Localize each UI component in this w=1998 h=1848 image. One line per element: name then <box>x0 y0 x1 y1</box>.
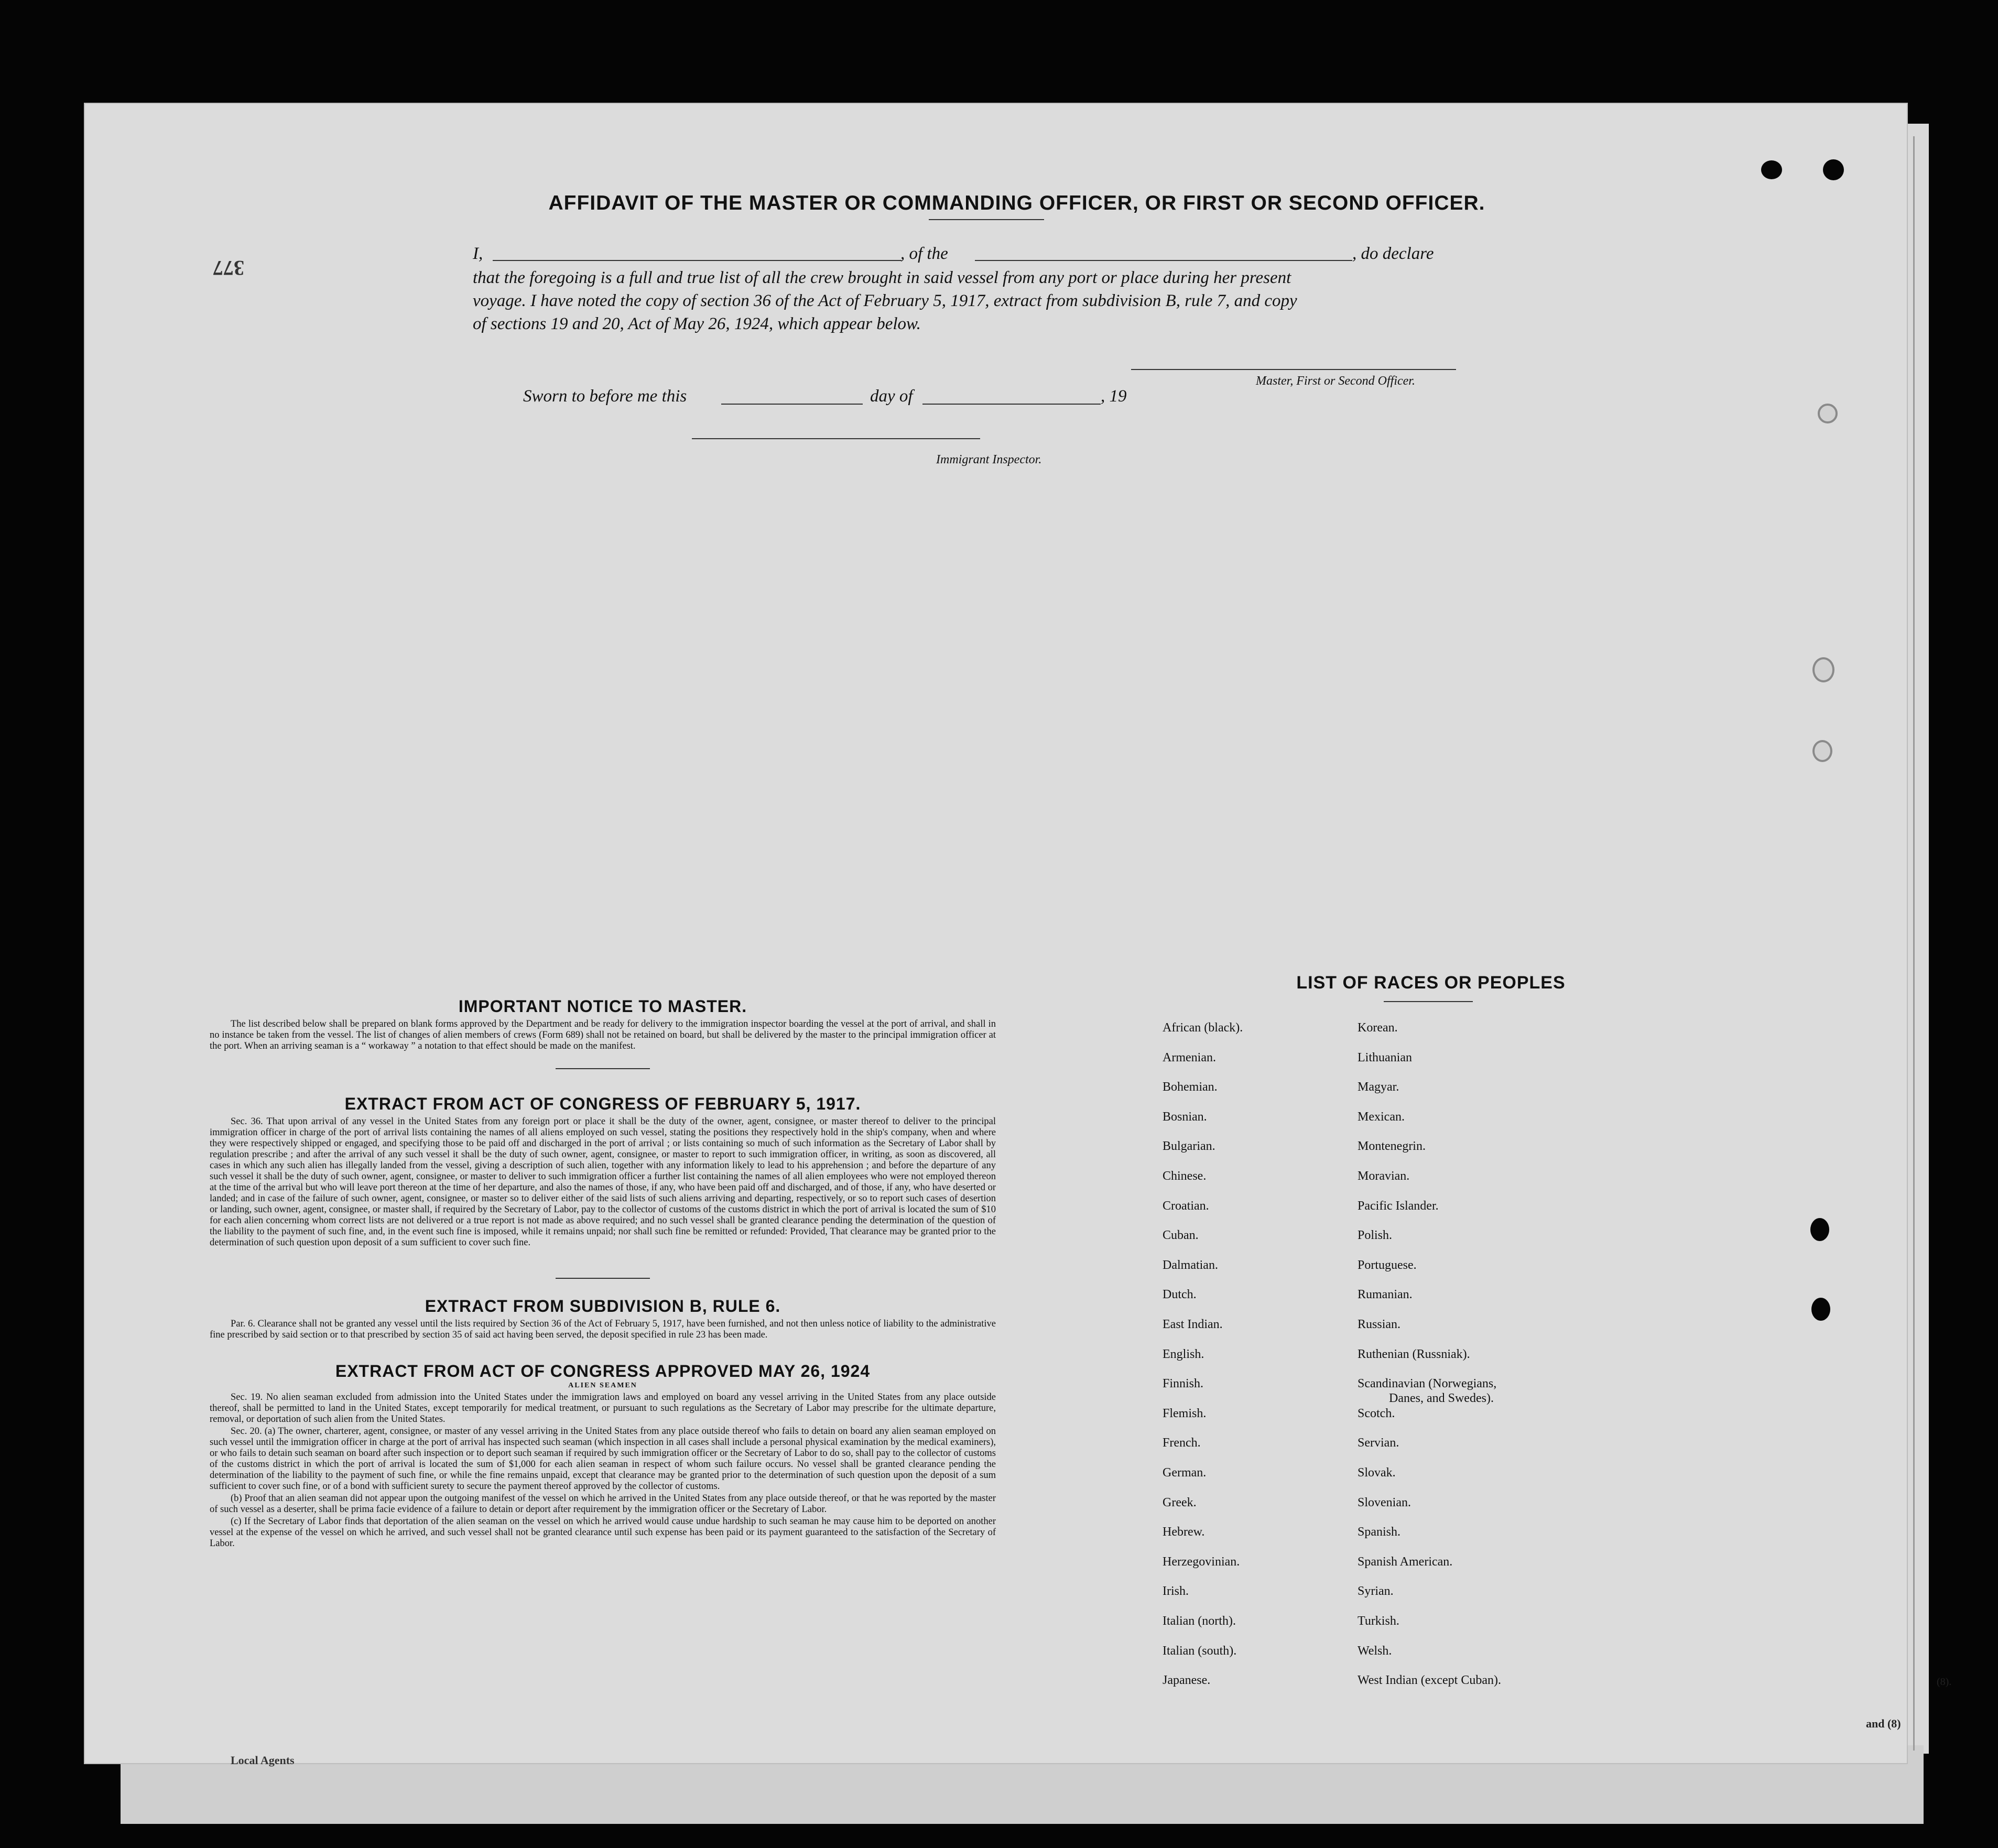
race-item: German. <box>1163 1466 1207 1480</box>
race-item: Russian. <box>1358 1318 1401 1331</box>
race-item: Japanese. <box>1163 1673 1211 1688</box>
sworn-month-blank <box>922 404 1101 405</box>
race-item: Korean. <box>1358 1021 1398 1035</box>
race-item: Dalmatian. <box>1163 1258 1218 1272</box>
race-item: Rumanian. <box>1358 1288 1413 1302</box>
race-item: Ruthenian (Russniak). <box>1358 1347 1470 1361</box>
race-item: Italian (south). <box>1163 1644 1237 1658</box>
race-item: Bosnian. <box>1163 1110 1207 1124</box>
section-divider <box>556 1068 650 1069</box>
section-divider <box>556 1278 650 1279</box>
races-title: LIST OF RACES OR PEOPLES <box>1296 973 1566 993</box>
notice-body <box>210 1019 996 1053</box>
race-item: Herzegovinian. <box>1163 1555 1240 1569</box>
race-item: Flemish. <box>1163 1406 1207 1420</box>
vessel-blank <box>975 260 1352 261</box>
affidavit-line3: voyage. I have noted the copy of section 36 of the Act of February 5, 1917, extract from subdivision B, rule 7, and copy <box>473 291 1297 310</box>
form-sheet <box>84 103 1952 1767</box>
sec-20a-paragraph: Sec. 20. (a) The owner, charterer, agent, consignee, or master of any vessel arriving in the United States from any place outside thereof who fails to detain on board any alien seaman employed on such vessel until the immigration officer in charge at the port of arrival has inspected such seaman (which inspection in all cases shall include a personal physical examination by the medical examiners), or who fails to detain such seaman on board after such inspection or to deport such seaman if required by such immigration officer or the Secretary of Labor to do so, shall pay to the collector of customs of the customs district in which the port of arrival is located the sum of $1,000 for each alien seaman in respect of whom such failure occurs. No vessel shall be granted clearance pending the determination of the liability to the payment of such fine, or while the fine remains unpaid, except that clearance may be granted prior to the determination of such question upon the deposit of a sum sufficient to cover such fine, or of a bond with sufficient surety to secure the payment thereof approved by the collector of customs. <box>210 1426 996 1492</box>
race-item: Lithuanian <box>1358 1050 1412 1064</box>
affidavit-of-the: , of the <box>900 244 948 263</box>
race-item: Scotch. <box>1358 1406 1395 1420</box>
race-item: Irish. <box>1163 1584 1189 1599</box>
race-item: Croatian. <box>1163 1199 1209 1213</box>
race-item: Turkish. <box>1358 1614 1399 1628</box>
margin-bottom-right-text: and (8) <box>1866 1717 1901 1730</box>
race-item: Magyar. <box>1358 1080 1399 1094</box>
margin-right-number: (8). <box>1937 1676 1952 1688</box>
margin-number: 377 <box>213 256 244 280</box>
sec-36-paragraph: Sec. 36. That upon arrival of any vessel in the United States from any foreign port or place it shall be the duty of the owner, agent, consignee, or master thereof to deliver to the principal immigration officer in charge of the port of arrival lists containing the names of all aliens employed on such vessel, stating the positions they respectively hold in the ship's company, when and where they were respectively shipped or engaged, and specifying those to be paid off and discharged in the port of arrival ; or lists containing so much of such information as the Secretary of Labor shall by regulation prescribe ; and after the arrival of any such vessel it shall be the duty of such owner, agent, consignee, or master to report to such immigration officer, in writing, as soon as discovered, all cases in which any such alien has illegally landed from the vessel, giving a description of such alien, together with any information likely to lead to his apprehension ; and before the departure of any such vessel it shall be the duty of such owner, agent, consignee, or master to deliver to such immigration officer a further list containing the names of all alien employees who were not employed thereon at the time of the arrival but who will leave port thereon at the time of her departure, and also the names of those, if any, who have been paid off and discharged, and of those, if any, who have deserted or landed; and in case of the failure of such owner, agent, consignee, or master so to deliver either of the said lists of such aliens arriving and departing, respectively, or so to report such cases of desertion or landing, such owner, agent, consignee, or master shall, if required by the Secretary of Labor, pay to the collector of customs of the customs district in which the port of arrival is located the sum of $10 for each alien concerning whom correct lists are not delivered or a true report is not made as above required; and no such vessel shall be granted clearance pending the determination of the question of the liability to the payment of such fine, and, in the event such fine is imposed, while it remains unpaid; nor shall such fine be remitted or refunded: Provided, That clearance may be granted prior to the determination of such question upon deposit of a sum sufficient to cover such fine. <box>210 1116 996 1248</box>
race-item: Bohemian. <box>1163 1080 1218 1094</box>
race-item: Bulgarian. <box>1163 1139 1215 1154</box>
sworn-day-of: day of <box>870 387 913 406</box>
sworn-year: , 19 <box>1101 387 1127 406</box>
par-6-paragraph: Par. 6. Clearance shall not be granted any vessel until the lists required by Section 36 of the Act of February 5, 1917, have been furnished, and not then unless notice of liability to the administrative fine prescribed by said section or to that prescribed by section 35 of said act having been served, the deposit specified in rule 23 has been made. <box>210 1319 996 1340</box>
name-blank <box>493 260 902 261</box>
sec-19-paragraph: Sec. 19. No alien seaman excluded from admission into the United States under the immigration laws and employed on board any vessel arriving in the United States from any place outside thereof, shall be permitted to land in the United States, except temporarily for medical treatment, or pursuant to such regulations as the Secretary of Labor may prescribe for the ultimate departure, removal, or deportation of such alien from the United States. <box>210 1392 996 1425</box>
punch-hole-icon <box>1812 740 1832 762</box>
affidavit-do-declare: , do declare <box>1352 244 1434 263</box>
race-item: Slovak. <box>1358 1466 1396 1480</box>
race-item: Syrian. <box>1358 1584 1394 1599</box>
race-item: Italian (north). <box>1163 1614 1236 1628</box>
race-item: Pacific Islander. <box>1358 1199 1439 1213</box>
sworn-day-blank <box>721 404 863 405</box>
race-item: Finnish. <box>1163 1377 1204 1391</box>
race-item: Cuban. <box>1163 1229 1199 1243</box>
signature-line <box>1131 369 1456 370</box>
punch-hole-icon <box>1761 160 1782 179</box>
title-underline <box>929 219 1044 220</box>
extract-1924-title: EXTRACT FROM ACT OF CONGRESS APPROVED MAY 26, 1924 <box>335 1362 871 1380</box>
punch-hole-icon <box>1818 404 1838 423</box>
extract-1917-title: EXTRACT FROM ACT OF CONGRESS OF FEBRUARY 5, 1917. <box>344 1094 861 1113</box>
page-edge-line <box>1913 136 1915 1751</box>
race-item: Servian. <box>1358 1436 1399 1450</box>
race-item: Spanish. <box>1358 1525 1401 1539</box>
race-item: West Indian (except Cuban). <box>1358 1673 1501 1688</box>
race-item: Spanish American. <box>1358 1555 1453 1569</box>
race-item: African (black). <box>1163 1021 1243 1035</box>
extract-1924-body <box>210 1392 996 1550</box>
punch-hole-icon <box>1810 1218 1829 1241</box>
subdivision-b-body <box>210 1319 996 1342</box>
race-item: Moravian. <box>1358 1169 1410 1183</box>
race-item: Welsh. <box>1358 1644 1392 1658</box>
race-item: Polish. <box>1358 1229 1393 1243</box>
subdivision-b-title: EXTRACT FROM SUBDIVISION B, RULE 6. <box>425 1297 781 1316</box>
race-item: Dutch. <box>1163 1288 1197 1302</box>
punch-hole-icon <box>1823 159 1844 180</box>
race-item: Greek. <box>1163 1495 1197 1509</box>
alien-seamen-subhead: ALIEN SEAMEN <box>568 1382 637 1389</box>
sworn-text: Sworn to before me this <box>523 387 687 406</box>
race-item: Danes, and Swedes). <box>1389 1392 1494 1406</box>
races-title-underline <box>1384 1001 1473 1002</box>
inspector-signature-line <box>692 438 980 439</box>
race-item: English. <box>1163 1347 1204 1361</box>
affidavit-i: I, <box>473 244 483 263</box>
signature-label: Master, First or Second Officer. <box>1256 374 1415 388</box>
race-item: East Indian. <box>1163 1318 1223 1331</box>
race-item: Hebrew. <box>1163 1525 1205 1539</box>
race-item: Montenegrin. <box>1358 1139 1426 1154</box>
race-item: Armenian. <box>1163 1050 1216 1064</box>
sec-20c-paragraph: (c) If the Secretary of Labor finds that deportation of the alien seaman on the vessel on which he arrived would cause undue hardship to such seaman he may cause him to be deported on another vessel at the expense of the vessel on which he arrived, and such vessel shall not be granted clearance until such expense has been paid or its payment guaranteed to the satisfaction of the Secretary of Labor. <box>210 1516 996 1549</box>
inspector-label: Immigrant Inspector. <box>936 453 1042 466</box>
race-item: Slovenian. <box>1358 1495 1411 1509</box>
race-item: French. <box>1163 1436 1201 1450</box>
notice-paragraph: The list described below shall be prepared on blank forms approved by the Department and be ready for delivery to the immigration inspector boarding the vessel at the port of arrival, and shall in no instance be taken from the vessel. The list of changes of alien members of crews (Form 689) shall not be retained on board, but shall be delivered by the master to the principal immigration officer at the port. When an arriving seaman is a “ workaway ” a notation to that effect should be made on the manifest. <box>210 1019 996 1051</box>
margin-bottom-left-text: Local Agents <box>231 1754 295 1767</box>
affidavit-line2: that the foregoing is a full and true list of all the crew brought in said vessel from any port or place during her present <box>473 268 1291 287</box>
extract-1917-body <box>210 1116 996 1249</box>
race-item: Chinese. <box>1163 1169 1207 1183</box>
punch-hole-icon <box>1812 657 1834 682</box>
sec-20b-paragraph: (b) Proof that an alien seaman did not appear upon the outgoing manifest of the vessel on which he arrived in the United States from any place outside thereof, or that he was reported by the master of such vessel as a deserter, shall be prima facie evidence of a failure to detain or deport after requirement by the immigration officer or the Secretary of Labor. <box>210 1493 996 1515</box>
affidavit-title: AFFIDAVIT OF THE MASTER OR COMMANDING OFFICER, OR FIRST OR SECOND OFFICER. <box>548 192 1485 214</box>
race-item: Portuguese. <box>1358 1258 1417 1272</box>
notice-title: IMPORTANT NOTICE TO MASTER. <box>458 997 747 1016</box>
affidavit-line4: of sections 19 and 20, Act of May 26, 1924, which appear below. <box>473 314 921 333</box>
race-item: Mexican. <box>1358 1110 1405 1124</box>
race-item: Scandinavian (Norwegians, <box>1358 1377 1497 1391</box>
punch-hole-icon <box>1811 1298 1830 1321</box>
